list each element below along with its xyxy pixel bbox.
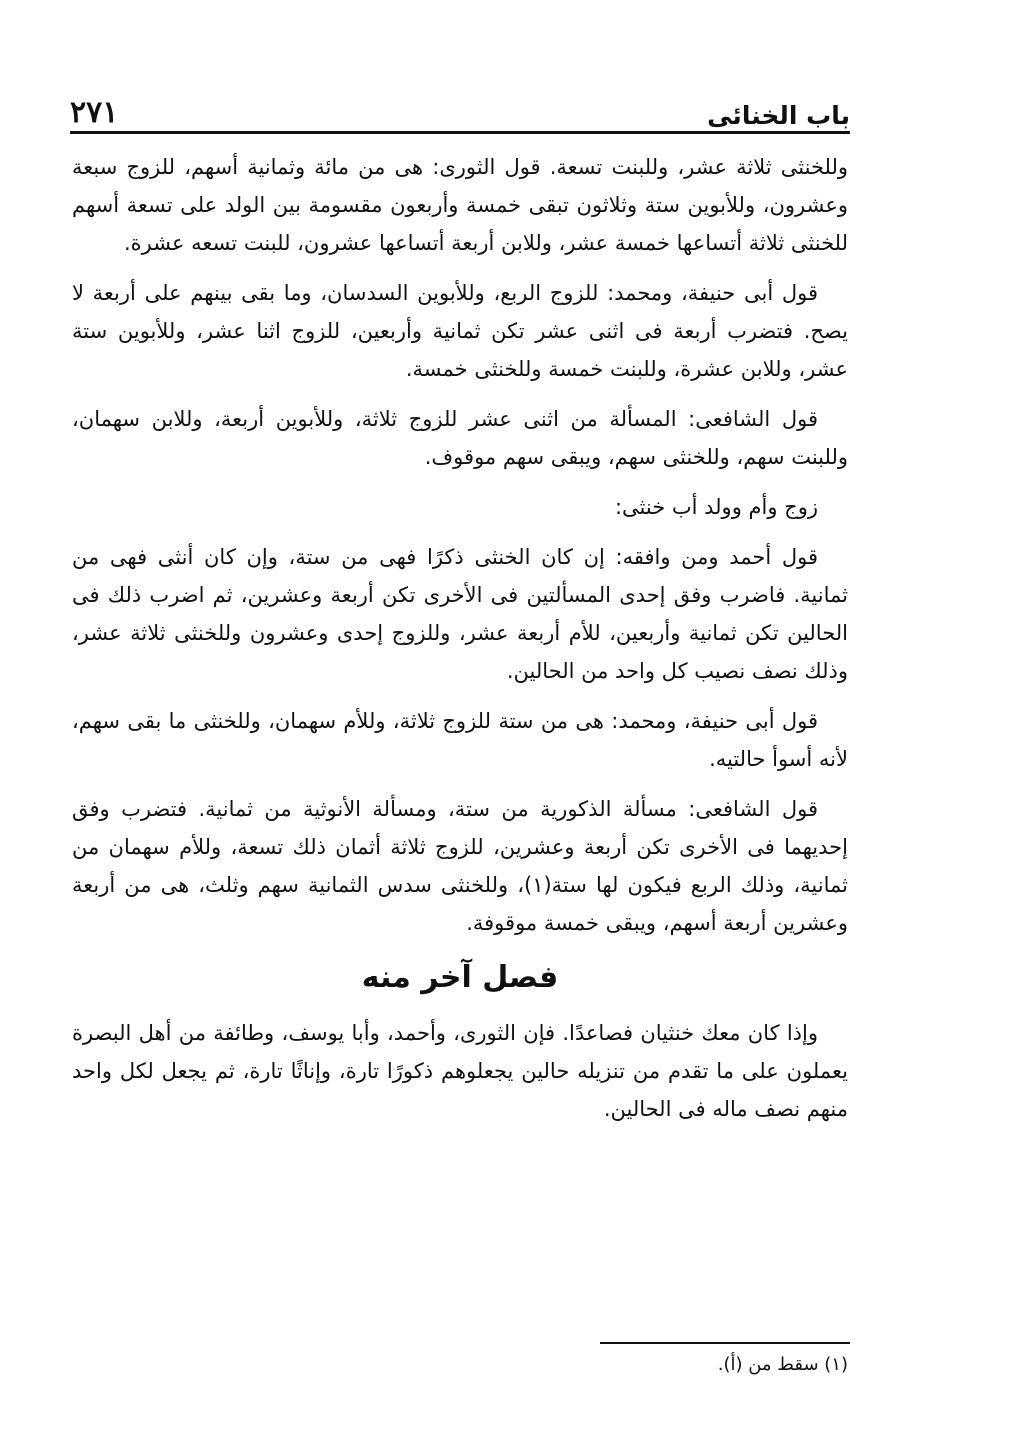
paragraph-3: قول الشافعى: المسألة من اثنى عشر للزوج ثلاثة، وللأبوين أربعة، وللابن سهمان، وللبنت سهم، وللخنثى سهم، ويبقى سهم موقوف. <box>72 407 848 469</box>
page-number: ٢٧١ <box>70 95 119 130</box>
paragraph-2: قول أبى حنيفة، ومحمد: للزوج الربع، وللأبوين السدسان، وما بقى بينهم على أربعة لا يصح. فتضرب أربعة فى اثنى عشر تكن ثمانية وأربعين، للزوج اثنا عشر، وللأبوين ستة عشر، وللابن عشرة، وللبنت خمسة وللخنثى خمسة. <box>72 281 848 381</box>
page-header <box>70 84 850 128</box>
paragraph-1: وللخنثى ثلاثة عشر، وللبنت تسعة. قول الثورى: هى من مائة وثمانية أسهم، للزوج سبعة وعشرون، وللأبوين ستة وثلاثون تبقى خمسة وأربعون مقسومة بين الولد على تسعة أسهم للخنثى ثلاثة أتساعها خمسة عشر، وللابن أربعة أتساعها عشرون، للبنت تسعه عشرة. <box>72 155 848 255</box>
section-heading: فصل آخر منه <box>361 960 559 995</box>
paragraph-6: قول أبى حنيفة، ومحمد: هى من ستة للزوج ثلاثة، وللأم سهمان، وللخنثى ما بقى سهم، لأنه أسوأ حالتيه. <box>72 709 848 771</box>
header-rule <box>70 131 850 134</box>
paragraph-4: زوج وأم وولد أب خنثى: <box>614 495 818 519</box>
footnote-rule <box>600 1342 850 1344</box>
footnote-1: (١) سقط من (أ). <box>717 1354 848 1375</box>
paragraph-7: قول الشافعى: مسألة الذكورية من ستة، ومسألة الأنوثية من ثمانية. فتضرب وفق إحديهما فى الأخرى تكن أربعة وعشرين، للزوج ثلاثة أثمان ذلك تسعة، وللأم سهمان من ثمانية، وذلك الربع فيكون لها ستة(١)، وللخنثى سدس الثمانية سهم وثلث، هى من أربعة وعشرين أربعة أسهم، ويبقى خمسة موقوفة. <box>72 797 848 935</box>
running-head: باب الخنائى <box>707 101 850 130</box>
paragraph-5: قول أحمد ومن وافقه: إن كان الخنثى ذكرًا فهى من ستة، وإن كان أنثى فهى من ثمانية. فاضرب وفق إحدى المسألتين فى الأخرى تكن أربعة وعشرين، ثم اضرب ذلك فى الحالين تكن ثمانية وأربعين، للأم أربعة عشر، وللزوج إحدى وعشرون وللخنثى ثلاثة عشر، وذلك نصف نصيب كل واحد من الحالين. <box>72 545 848 683</box>
main-text <box>72 148 848 1140</box>
paragraph-8: وإذا كان معك خنثيان فصاعدًا. فإن الثورى، وأحمد، وأبا يوسف، وطائفة من أهل البصرة يعملون على ما تقدم من تنزيله حالين يجعلوهم ذكورًا تارة، وإناثًا تارة، ثم يجعل لكل واحد منهم نصف ماله فى الحالين. <box>72 1021 848 1121</box>
